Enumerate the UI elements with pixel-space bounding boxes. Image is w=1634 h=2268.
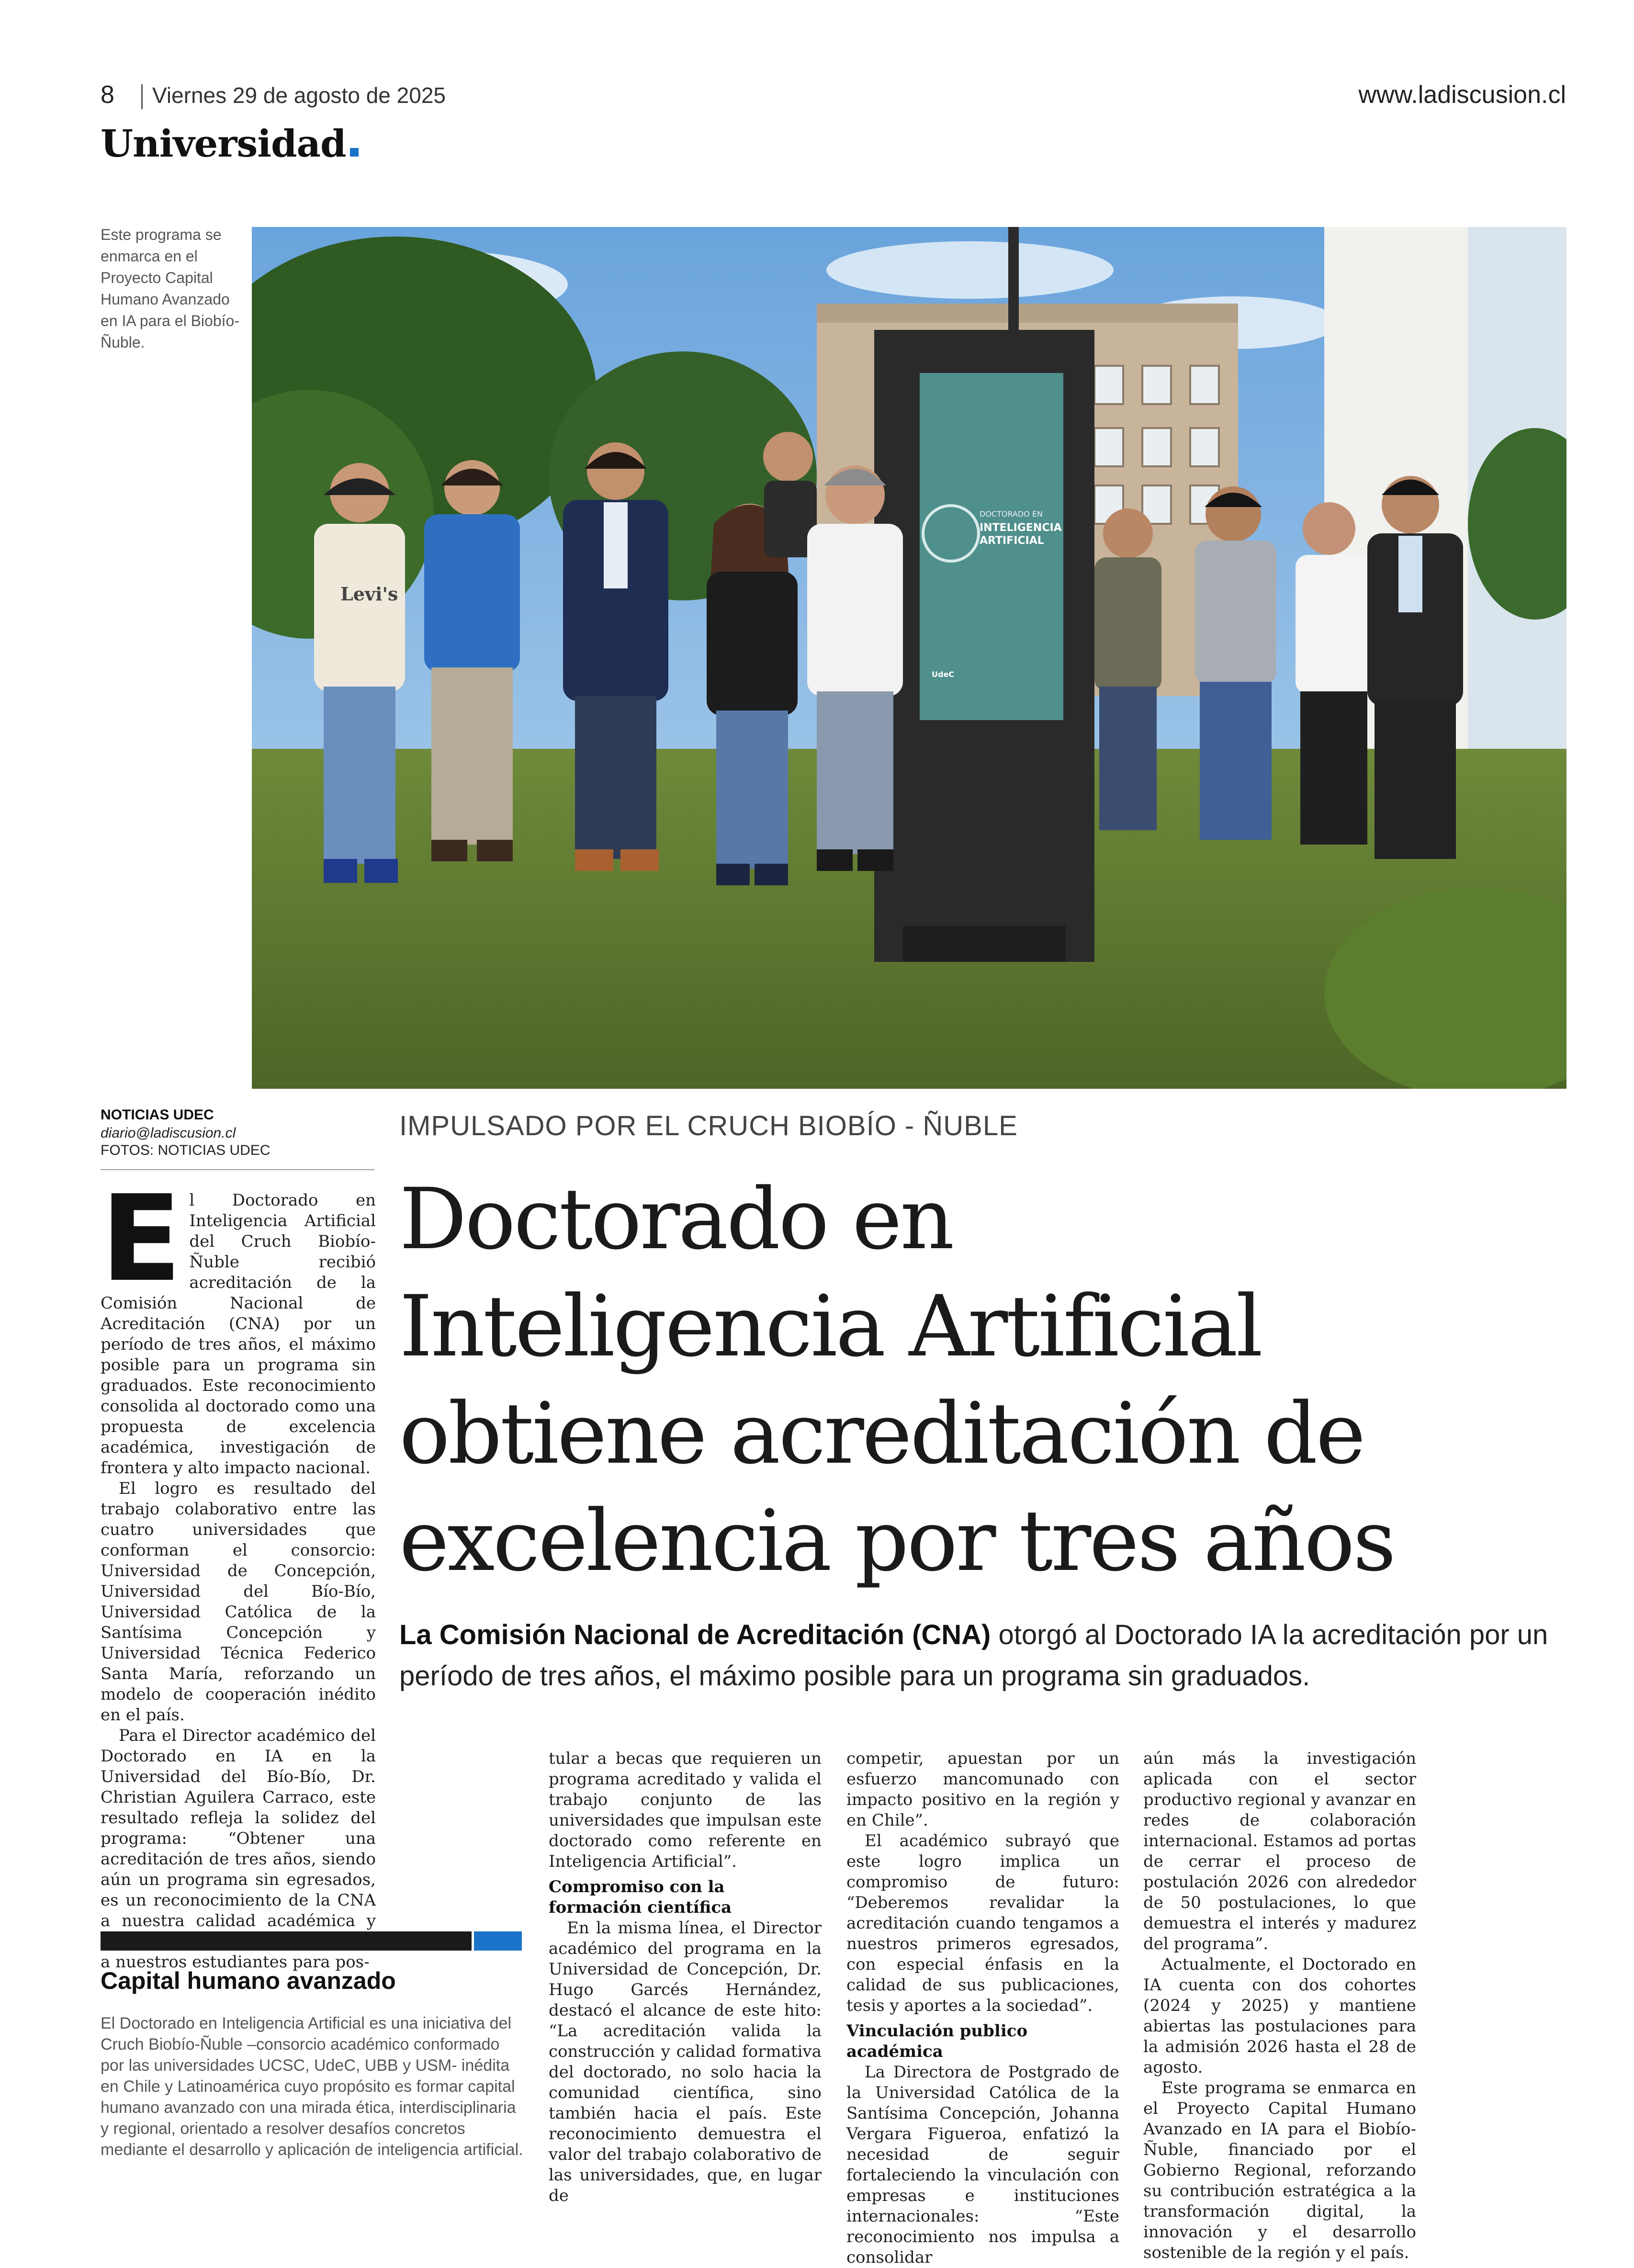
byline-email[interactable]: diario@ladiscusion.cl (101, 1125, 236, 1141)
page-number: 8 (101, 81, 114, 109)
byline-photo-credit: FOTOS: NOTICIAS UDEC (101, 1142, 270, 1158)
info-kiosk (874, 330, 1094, 962)
sidebar-title: Capital humano avanzado (101, 1967, 396, 1994)
article-column-1 (101, 1170, 376, 1973)
article-paragraph: tular a becas que requieren un programa acreditado y valida el trabajo conjunto de las universidades que impulsan este doctorado como referente en Inteligencia Artificial”. (549, 1749, 822, 1871)
article-paragraph: l Doctorado en Inteligencia Artificial del Cruch Biobío-Ñuble recibió acreditación de la Comisión Nacional de Acreditación (CNA) por un período de tres años, el máximo posible para un programa sin graduados. Este reconocimiento consolida al doctorado como una propuesta de excelencia académica, investigación de frontera y alto impacto nacional. (101, 1191, 376, 1478)
deck-bold: La Comisión Nacional de Acreditación (CNA) (399, 1619, 991, 1650)
sidebar-header-bar (101, 1931, 522, 1951)
article-deck (399, 1614, 1558, 1697)
article-column-3 (846, 1749, 1119, 2268)
article-paragraph: Para el Director académico del Doctorado en IA en la Universidad del Bío-Bío, Dr. Christian Aguilera Carraco, este resultado refleja la solidez del programa: “Obtener una acreditación de tres años, siendo aún un programa sin egresados, es un reconocimiento de la CNA a nuestra calidad académica y a nuestros estudiantes para pos- (101, 1726, 376, 1972)
article-paragraph: Este programa se enmarca en el Proyecto Capital Humano Avanzado en IA para el Biobío-Ñuble, financiado por el Gobierno Regional, reforzando su contribución estratégica a la transformación digital, la innovación y el desarrollo sostenible de la región y el país. (1143, 2078, 1416, 2262)
kiosk-org: UdeC (932, 670, 955, 679)
headline-line: excelencia por tres años (399, 1492, 1395, 1590)
byline-source: NOTICIAS UDEC (101, 1107, 214, 1123)
article-paragraph: Actualmente, el Doctorado en IA cuenta con dos cohortes (2024 y 2025) y mantiene abiertas las postulaciones para la admisión 2026 hasta el 28 de agosto. (1143, 1955, 1416, 2077)
article-subhead: Vinculación publico académica (846, 2021, 1028, 2061)
article-headline (399, 1166, 1558, 1595)
headline-line: Doctorado en (399, 1170, 953, 1268)
article-subhead: Compromiso con la formación científica (549, 1877, 732, 1917)
article-column-2 (549, 1749, 822, 2206)
article-paragraph: aún más la investigación aplicada con el sector productivo regional y avanzar en redes de colaboración internacional. Estamos ad portas de cerrar el proceso de postulación 2026 con alrededor de 50 postulaciones, lo que demuestra el interés y madurez del programa”. (1143, 1749, 1416, 1953)
kiosk-label-3: ARTIFICIAL (980, 535, 1044, 547)
article-paragraph: La Directora de Postgrado de la Universidad Católica de la Santísima Concepción, Johanna Vergara Figueroa, enfatizó la necesidad de seguir fortaleciendo la vinculación con empresas e instituciones internacionales: “Este reconocimiento nos impulsa a consolidar (846, 2063, 1119, 2267)
kiosk-label-2: INTELIGENCIA (980, 522, 1062, 534)
article-paragraph: El logro es resultado del trabajo colaborativo entre las cuatro universidades que conforman el consorcio: Universidad de Concepción, Universidad del Bío-Bío, Universidad Católica de la Santísima Concepción y Universidad Técnica Federico Santa María, reforzando un modelo de cooperación inédito en el país. (101, 1479, 376, 1725)
group-photo-illustration (252, 227, 1566, 1089)
shirt-print: Levi's (340, 583, 398, 605)
section-dot-icon (350, 148, 359, 157)
kiosk-label-1: DOCTORADO EN (980, 509, 1043, 519)
publication-date: Viernes 29 de agosto de 2025 (152, 83, 446, 108)
photo-caption: Este programa se enmarca en el Proyecto Capital Humano Avanzado en IA para el Biobío-Ñuble. (101, 226, 239, 351)
drop-cap: E (101, 1170, 182, 1308)
article-kicker: IMPULSADO POR EL CRUCH BIOBÍO - ÑUBLE (399, 1110, 1018, 1141)
article-paragraph: En la misma línea, el Director académico del programa en la Universidad de Concepción, Dr. Hugo Garcés Hernández, destacó el alcance de este hito: “La acreditación valida la construcción y calidad formativa del doctorado, no solo hacia la comunidad científica, sino también hacia el país. Este reconocimiento demuestra el valor del trabajo colaborativo de las universidades, que, en lugar de (549, 1918, 822, 2205)
deck-text: otorgó al Doctorado IA la acreditación por un período de tres años, el máximo posible para un programa sin graduados. (399, 1619, 1548, 1692)
headline-line: obtiene acreditación de (399, 1385, 1364, 1483)
header-divider (141, 84, 143, 109)
article-paragraph: El académico subrayó que este logro implica un compromiso de futuro: “Deberemos revalidar la acreditación cuando tengamos a nuestros primeros egresados, con especial énfasis en la calidad de sus publicaciones, tesis y aportes a la sociedad”. (846, 1831, 1119, 2015)
section-title-text: Universidad (101, 122, 346, 166)
article-paragraph: competir, apuestan por un esfuerzo mancomunado con impacto positivo en la región y en Chile”. (846, 1749, 1119, 1830)
sidebar-bar-accent (474, 1931, 522, 1951)
article-column-4 (1143, 1749, 1416, 2263)
section-title (101, 122, 359, 166)
website-url[interactable]: www.ladiscusion.cl (1358, 81, 1566, 109)
sidebar-text: El Doctorado en Inteligencia Artificial es una iniciativa del Cruch Biobío-Ñuble –consorcio académico conformado por las universidades UCSC, UdeC, UBB y USM- inédita en Chile y Latinoamérica cuyo propósito es formar capital humano avanzado con una mirada ética, interdisciplinaria y regional, orientado a resolver desafíos concretos mediante el desarrollo y aplicación de inteligencia artificial. (101, 2014, 523, 2159)
sidebar-bar-dark (101, 1931, 472, 1951)
group-photo (252, 227, 1566, 1089)
headline-line: Inteligencia Artificial (399, 1277, 1261, 1376)
